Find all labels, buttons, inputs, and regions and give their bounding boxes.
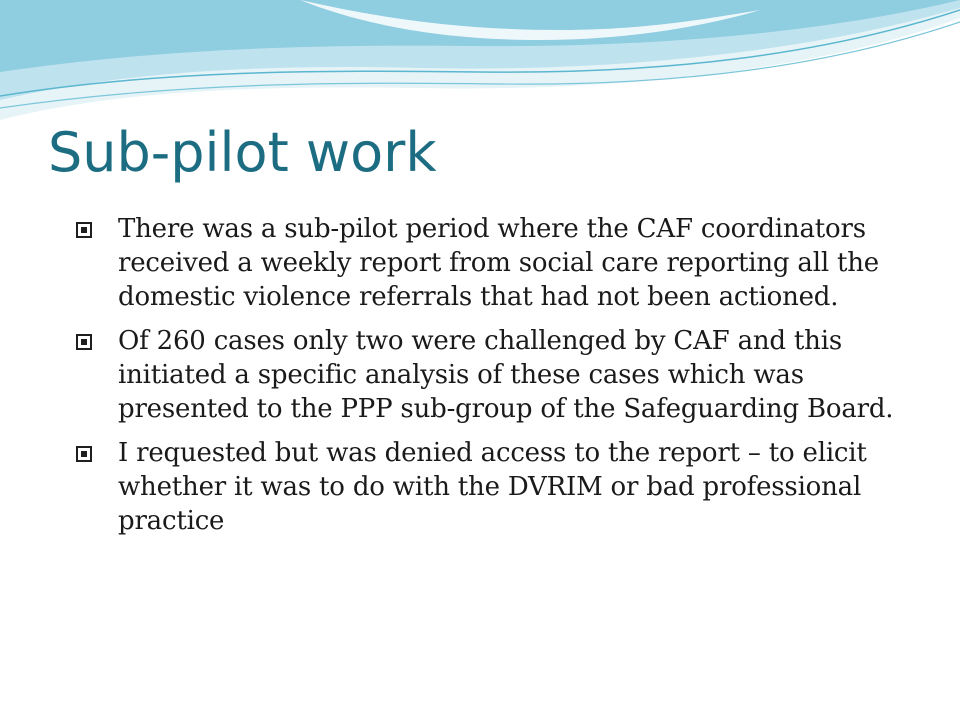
- slide-title: Sub-pilot work: [48, 121, 437, 184]
- checkbox-bullet-icon: [76, 334, 92, 350]
- checkbox-bullet-icon: [76, 222, 92, 238]
- bullet-text: Of 260 cases only two were challenged by CAF and this initiated a specific analysis of these cases which was presented to the PPP sub-group of the Safeguarding Board.: [118, 326, 894, 424]
- bullet-text: There was a sub-pilot period where the CAF coordinators received a weekly report from social care reporting all the domestic violence referrals that had not been actioned.: [118, 214, 879, 312]
- bullet-list: [76, 212, 916, 548]
- checkbox-bullet-icon: [76, 446, 92, 462]
- bullet-item: [76, 436, 916, 538]
- bullet-text: I requested but was denied access to the report – to elicit whether it was to do with the DVRIM or bad professional practice: [118, 438, 867, 536]
- bullet-item: [76, 212, 916, 314]
- bullet-item: [76, 324, 916, 426]
- header-wave-decoration: [0, 0, 960, 130]
